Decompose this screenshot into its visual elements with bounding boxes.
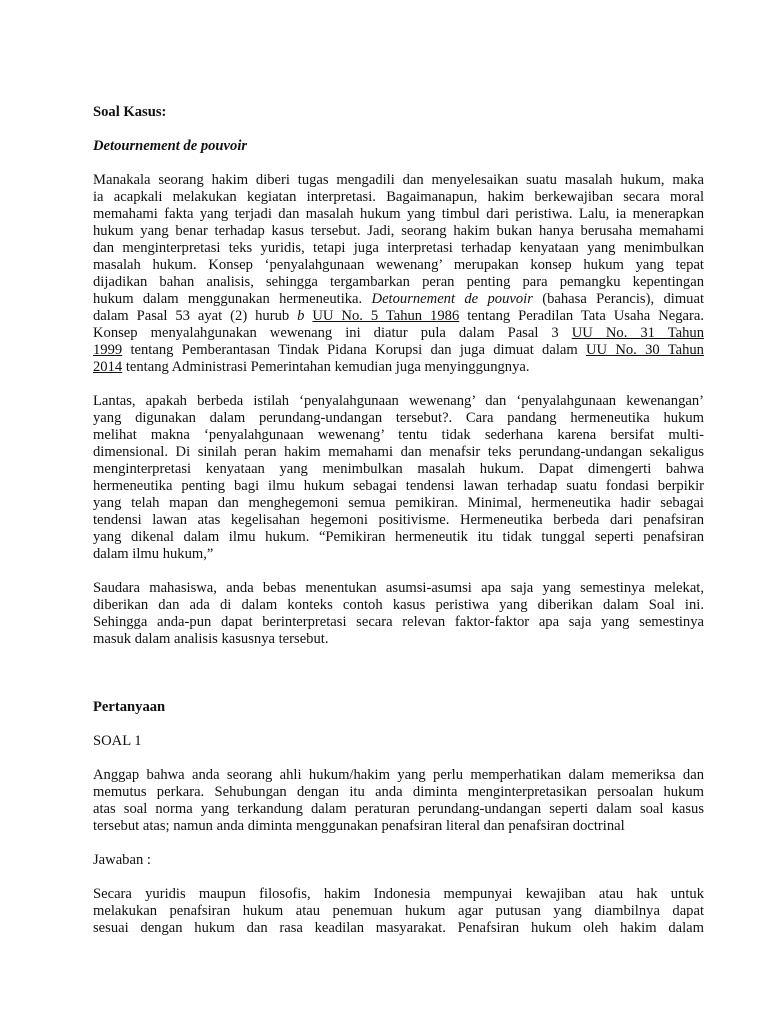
text-span: tentang Administrasi Pemerintahan kemudian juga menyinggungnya. — [122, 359, 530, 375]
text-line: Secara yuridis maupun filosofis, hakim Indonesia mempunyai kewajiban atau hak untuk — [93, 886, 704, 902]
text-line — [93, 325, 704, 342]
text-span: Konsep menyalahgunakan wewenang ini diatur pula dalam Pasal 3 — [93, 325, 572, 341]
text-line: yang telah mapan dan menghegemoni semua pemikiran. Minimal, hermeneutika hadir sebagai — [93, 495, 704, 511]
text-line: diberikan dan ada di dalam konteks contoh kasus peristiwa yang diberikan dalam Soal ini. — [93, 597, 704, 613]
text-line: masuk dalam analisis kasusnya tersebut. — [93, 631, 329, 647]
text-line: yang dikenal dalam ilmu hukum. “Pemikiran hermeneutik itu tidak tunggal seperti penafsiran — [93, 529, 704, 545]
questions-heading: Pertanyaan — [93, 699, 166, 715]
case-heading: Soal Kasus: — [93, 104, 167, 120]
text-line — [93, 308, 704, 325]
law-link-uu-30-2014-cont[interactable]: 2014 — [93, 359, 123, 375]
text-line: Anggap bahwa anda seorang ahli hukum/hakim yang perlu memperhatikan dalam memeriksa dan — [93, 767, 704, 783]
text-line: ia acapkali melakukan kegiatan interpretasi. Bagaimanapun, hakim berkewajiban secara moral — [93, 189, 704, 205]
law-link-uu-5-1986[interactable]: UU No. 5 Tahun 1986 — [312, 308, 460, 324]
text-line: hukum yang benar terhadap kasus tersebut. Jadi, seorang hakim bukan hanya berusaha memahami — [93, 223, 704, 239]
text-line — [93, 291, 704, 308]
text-line: Lantas, apakah berbeda istilah ‘penyalahgunaan wewenang’ dan ‘penyalahgunaan kewenangan’ — [93, 393, 704, 409]
paragraph-2 — [93, 393, 704, 563]
italic-letter: b — [297, 308, 305, 324]
law-link-uu-31-1999[interactable]: UU No. 31 Tahun — [571, 325, 704, 341]
question-label: SOAL 1 — [93, 733, 142, 749]
text-line: yang digunakan dalam perundang-undangan tersebut?. Cara pandang hermeneutika hukum — [93, 410, 704, 426]
text-line: memutus perkara. Sehubungan dengan itu anda diminta menginterpretasikan persoalan hukum — [93, 784, 704, 800]
case-subheading: Detournement de pouvoir — [93, 138, 248, 154]
text-line: melihat makna ‘penyalahgunaan wewenang’ tentu tidak sederhana karena bersifat multi- — [93, 427, 704, 443]
answer-label: Jawaban : — [93, 852, 151, 868]
text-span: tentang Peradilan Tata Usaha Negara. — [467, 308, 704, 324]
paragraph-3 — [93, 580, 704, 648]
text-line: masalah hukum. Konsep ‘penyalahgunaan wewenang’ merupakan konsep hukum yang tepat — [93, 257, 704, 273]
text-span: dalam Pasal 53 ayat (2) hurub — [93, 308, 298, 324]
text-line: sesuai dengan hukum dan rasa keadilan masyarakat. Penafsiran hukum oleh hakim dalam — [93, 920, 704, 936]
text-line: menginterpretasi kenyataan yang menimbulkan masalah hukum. Dapat dimengerti bahwa — [93, 461, 704, 477]
text-line — [93, 359, 704, 376]
text-line: Sehingga anda-pun dapat berinterpretasi secara relevan faktor-faktor apa saja yang semestinya — [93, 614, 704, 630]
paragraph-1 — [93, 172, 704, 376]
text-line: dalam ilmu hukum,” — [93, 546, 214, 562]
italic-term: Detournement de pouvoir — [371, 291, 533, 307]
text-line: hermeneutika penting bagi ilmu hukum sebagai tendensi lawan terhadap suatu fondasi berpikir — [93, 478, 704, 494]
text-line: dimensional. Di sinilah peran hakim memahami dan menafsir teks perundang-undangan sekaligus — [93, 444, 704, 460]
text-span: (bahasa Perancis), dimuat — [542, 291, 704, 307]
law-link-uu-30-2014[interactable]: UU No. 30 Tahun — [585, 342, 704, 358]
text-line: dijadikan bahan analisis, sehingga tergambarkan peran penting para pemangku kepentingan — [93, 274, 704, 290]
text-line — [93, 342, 704, 359]
text-line: tersebut atas; namun anda diminta menggunakan penafsiran literal dan penafsiran doctrinal — [93, 818, 625, 834]
text-line: dan menginterpretasi teks yuridis, tetapi juga interpretasi terhadap kenyataan yang menimbulkan — [93, 240, 704, 256]
text-line: Manakala seorang hakim diberi tugas mengadili dan menyelesaikan suatu masalah hukum, maka — [93, 172, 704, 188]
law-link-uu-31-1999-cont[interactable]: 1999 — [93, 342, 123, 358]
text-line: tendensi lawan atas kegelisahan hegemoni positivisme. Hermeneutika berbeda dari penafsiran — [93, 512, 704, 528]
text-line: atas soal norma yang terkandung dalam peraturan perundang-undangan seperti dalam soal kasus — [93, 801, 704, 817]
paragraph-answer — [93, 886, 704, 937]
text-line: memahami fakta yang terjadi dan masalah hukum yang timbul dari peristiwa. Lalu, ia menerapkan — [93, 206, 704, 222]
document-page — [93, 104, 704, 937]
text-span: tentang Pemberantasan Tindak Pidana Korupsi dan juga dimuat dalam — [130, 342, 586, 358]
text-span: hukum dalam menggunakan hermeneutika. — [93, 291, 372, 307]
text-line: melakukan penafsiran hukum atau penemuan hukum agar putusan yang diambilnya dapat — [93, 903, 704, 919]
text-line: Saudara mahasiswa, anda bebas menentukan asumsi-asumsi apa saja yang semestinya melekat, — [93, 580, 704, 596]
paragraph-question — [93, 767, 704, 835]
